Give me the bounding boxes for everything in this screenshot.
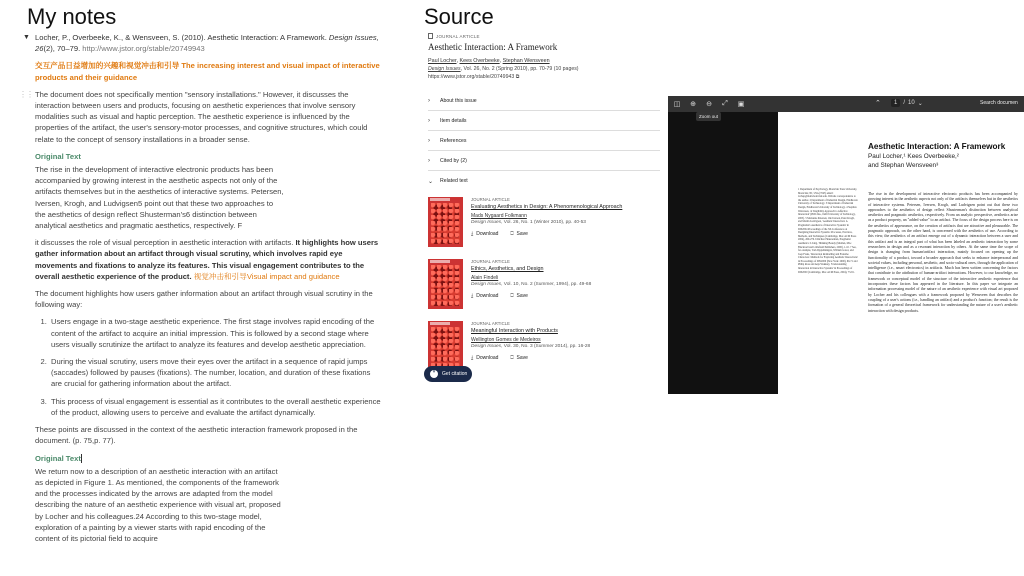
fit-page-icon[interactable]: ⤢ xyxy=(722,100,728,107)
related-journal: Design Issues xyxy=(471,220,502,225)
para2-bold: It highlights how users gather information about an artifact through visual scrutiny, which involves rapid eye movements and fixations to analyze its features. This visual engagement contributes to the overall aesthetic experience of the product. xyxy=(35,238,379,281)
summary-paragraph-1: The document does not specifically mention "sensory installations." However, it discusses the interaction between users and products, focusing on aesthetic experiences that involve sensory modalities such as visual and haptic perception. The aesthetic experience is influenced by the properties of the artifact, the user's sensory-motor processes, and cognitive structures, which could relate to the concept of sensory installations in a broader sense. xyxy=(35,89,368,144)
original-text-2: We return now to a description of an aesthetic interaction with an artifact as depicted in Figure 1. As mentioned, the components of the framework and the processes indicated by the arrows are adapted from the model describing the nature of an aesthetic experience with visual art, proposed by Locher and his colleagues.24 According to this two-stage model, exploration of a painting by a viewer starts with rapid encoding of the content of its pictorial field to acquire xyxy=(35,466,281,543)
journal-label-text: JOURNAL ARTICLE xyxy=(436,33,480,39)
summary-paragraph-4: These points are discussed in the context of the aesthetic interaction framework proposed in the document. (p. 75,p. 77). xyxy=(35,425,358,446)
download-icon: ⤓ xyxy=(471,231,474,237)
accordion-cited-by[interactable] xyxy=(428,151,660,171)
bookmark-icon: ⎕ xyxy=(510,293,514,299)
save-button[interactable] xyxy=(510,293,527,299)
journal-cover-thumbnail[interactable] xyxy=(428,321,463,371)
related-item xyxy=(428,197,660,253)
related-issue-rest: , Vol. 10, No. 2 (Summer, 1994), pp. 49-68 xyxy=(501,282,592,287)
related-label: JOURNAL ARTICLE xyxy=(471,259,510,264)
page-indicator xyxy=(891,99,923,107)
notes-heading: My notes xyxy=(27,4,117,29)
citation-block[interactable] xyxy=(16,32,381,83)
accordion-label: Item details xyxy=(440,117,467,124)
visual-scrutiny-list xyxy=(35,316,381,418)
save-label: Save xyxy=(516,231,528,237)
list-item: 1. Users engage in a two-stage aesthetic experience. The first stage involves rapid encoding of the content of the artifact to acquire an initial impression. This is followed by a second stage where users visually scrutinize the artifact to analyze its features and develop aesthetic appreciation. xyxy=(49,316,381,350)
issue-journal-link[interactable]: Design Issues xyxy=(428,66,461,72)
issue-rest: , Vol. 26, No. 2 (Spring 2010), pp. 70-79 (10 pages) xyxy=(460,66,579,72)
pdf-margin xyxy=(668,112,778,394)
related-journal: Design Issues xyxy=(471,282,502,287)
related-issue xyxy=(471,220,660,225)
journal-label xyxy=(428,33,660,39)
stable-url-text: https://www.jstor.org/stable/20749943 xyxy=(428,74,515,80)
related-author-link[interactable]: Mads Nygaard Folkmann xyxy=(471,213,527,219)
download-icon: ⤓ xyxy=(471,293,474,299)
zoom-out-icon[interactable]: ⊖ xyxy=(706,101,712,108)
quote-icon: ” xyxy=(430,370,438,378)
summary-paragraph-2 xyxy=(35,237,381,282)
chevron-right-icon: › xyxy=(428,137,430,144)
para2-plain: it discusses the role of visual perception in aesthetic interaction with artifacts. xyxy=(35,238,296,248)
download-icon: ⤓ xyxy=(471,355,474,361)
related-actions xyxy=(471,293,660,299)
related-actions xyxy=(471,355,660,361)
author-link[interactable]: Kees Overbeeke xyxy=(459,58,500,64)
list-item: 2. During the visual scrutiny, users move their eyes over the artifact in a sequence of rapid jumps (saccades) followed by pauses (fixations). The number, location, and duration of these fixations are crucial for gathering information about the artifact. xyxy=(49,356,381,390)
text-caret xyxy=(81,454,82,463)
get-citation-button[interactable] xyxy=(424,366,472,382)
pdf-authors xyxy=(868,153,959,170)
summary-block[interactable] xyxy=(16,89,381,544)
related-label: JOURNAL ARTICLE xyxy=(471,197,510,202)
notes-panel[interactable] xyxy=(16,32,381,544)
save-button[interactable] xyxy=(510,231,527,237)
accordion-label: About this issue xyxy=(440,97,477,104)
chevron-down-icon: ⌄ xyxy=(428,178,434,185)
zoom-out-tooltip: Zoom out xyxy=(696,112,721,121)
citation-prefix: Locher, P., Overbeeke, K., & Wensveen, S. (2010). Aesthetic Interaction: A Framework. xyxy=(35,33,329,42)
drag-handle-icon[interactable]: ⋮⋮ xyxy=(19,89,33,99)
para2-highlight: 视觉冲击和引导Visual impact and guidance xyxy=(193,271,340,281)
summary-paragraph-3: The document highlights how users gather information about an artifact through visual scrutiny in the following way: xyxy=(35,289,373,310)
original-label-2-text: Original Text xyxy=(35,453,81,463)
pdf-page xyxy=(778,112,1024,394)
related-issue xyxy=(471,282,660,287)
stable-url xyxy=(428,74,660,81)
related-body xyxy=(471,321,660,377)
sidebar-toggle-icon[interactable]: ◫ xyxy=(673,101,681,108)
related-item xyxy=(428,259,660,315)
chevron-up-icon[interactable]: ⌃ xyxy=(875,100,881,107)
accordion-label: Cited by (2) xyxy=(440,157,467,164)
download-label: Download xyxy=(476,231,499,237)
chevron-right-icon: › xyxy=(428,157,430,164)
pdf-authors-line-1: Paul Locher,¹ Kees Overbeeke,² xyxy=(868,153,959,160)
related-journal: Design Issues xyxy=(471,344,502,349)
download-label: Download xyxy=(476,293,499,299)
download-button[interactable] xyxy=(471,231,498,237)
original-text-label-2[interactable] xyxy=(35,453,381,464)
original-text-label-1: Original Text xyxy=(35,151,81,161)
accordion-related-text[interactable] xyxy=(428,171,660,191)
list-item: 3. This process of visual engagement is essential as it contributes to the overall aesthetic experience of the product, allowing users to perceive and evaluate the artifact dynamically. xyxy=(49,396,381,418)
zoom-in-icon[interactable]: ⊕ xyxy=(690,101,696,108)
highlight-heading-1: 交互产品日益增加的兴趣和视觉冲击和引导 The increasing interest and visual impact of interactive products and their guidance xyxy=(35,61,380,82)
related-label: JOURNAL ARTICLE xyxy=(471,321,510,326)
journal-cover-thumbnail[interactable] xyxy=(428,197,463,247)
journal-cover-thumbnail[interactable] xyxy=(428,259,463,309)
citation-journal: Design Issues, 26 xyxy=(35,33,379,54)
download-button[interactable] xyxy=(471,355,498,361)
pdf-body-text: The rise in the development of interactive electronic products has been accompanied by growing interest in the aesthetic aspects not only of the artifacts themselves but in the aesthetics of interactive systems. Petersen, Iversen, Krogh, and Ludvigsen point out that these two approaches to the aesthetics of design reflect Shusterman's distinction between analytical aesthetics and pragmatic aesthetics, respectively. From an analytic perspective, aesthetics arise as a product property, an "added value" to an artifact. The focus of the design process here is on the aesthetics of appearance, on the creation of artifacts that are attractive and pleasurable. The pragmatic approach, on the other hand, is concerned with the aesthetics of use. According to this view, the aesthetics of an artifact emerge out of a dynamic interaction between a user and this artifact and is an integral part of what has been labeled an aesthetic interaction by some researchers in design and as a resonant interaction by others. At the same time the scope of design is changing from human/artifact interaction, mainly focused on opening up the functionality of a product, toward a broader approach that seeks to enhance interpersonal and societal values, including personal, aesthetic, and socio-cultural ones, through the application of intelligence (i.e., smart electronics) in artifacts. Much has been written concerning the factors that contribute to the attribution of human-artifact interactions. However, to our knowledge, no framework or conceptual model of the structure of the interactive aesthetic experience that incorporates these factors has appeared in the literature. In this paper we integrate an information processing model of the nature of an aesthetic experience with visual art proposed by Locher and his colleagues with a framework proposed by Wensveen that describes the coupling of a user's actions (i.e., handling an artifact) and a product's function; the result is the formation of a general theoretical framework for understanding the nature of a user's aesthetic interaction with design products. xyxy=(868,192,1018,313)
download-button[interactable] xyxy=(471,293,498,299)
page-number-input[interactable]: 1 xyxy=(891,99,900,107)
pdf-authors-line-2: and Stephan Wensveen³ xyxy=(868,161,939,169)
related-title-link[interactable]: Ethics, Aesthetics, and Design xyxy=(471,266,544,272)
collapse-triangle-icon[interactable]: ▼ xyxy=(23,34,30,41)
original-text-1: The rise in the development of interactive electronic products has been accompanied by growing interest in the aesthetic aspects not only of the artifacts themselves but in the aesthetics of interactive systems. Petersen, Iversen, Krogh, and Ludvigsen5 point out that these two approaches to the aesthetics of design reflect Shusterman's6 distinction between analytical aesthetics and pragmatic aesthetics, respectively. F xyxy=(35,165,284,231)
related-issue xyxy=(471,344,660,349)
source-heading: Source xyxy=(424,4,494,29)
related-issue-rest: , Vol. 26, No. 1 (Winter 2010), pp. 40-53 xyxy=(501,220,586,225)
related-list xyxy=(428,197,660,377)
chevron-down-icon[interactable]: ⌄ xyxy=(917,100,923,107)
save-label: Save xyxy=(516,355,528,361)
page-total: 10 xyxy=(908,100,915,106)
pdf-viewer[interactable] xyxy=(668,96,1024,394)
pdf-title: Aesthetic Interaction: A Framework xyxy=(868,142,1006,151)
accordion xyxy=(428,91,660,191)
pdf-footnotes: 1 Department of Psychology, Montclair State University, Montclair, NJ, USA (7043) email: lochap@mail.montclair.edu. Website correspondence to the author. 2 Department of Industrial Design, Eindhoven University of Technology. 3 Department of Industrial Design, Eindhoven University of Technology. 4 Stephan Wensveen, 'A Tangibility Approach to Affective Interaction' (PhD diss., Delft University of Technology, 2005). 5 Marianne Petersen, Ole Iversen, Peter Krogh, and Martin Ludvigsen, 'Aesthetic Interaction: A Pragmatist's Aesthetics of Interactive Systems' in DIS2004 Proceedings of the 5th Conference on Designing Interactive Systems: Processes, Practices, Methods, and Techniques (Cambridge, MA: ACM Press 2004), 269-276. 6 Richard Shusterman, Pragmatist Aesthetics: Living, Thinking Beauty (Malden, MA: Blackwell and Littlefield Publishers, 2000), 1-10. 7 See, for example, Tom Djajadiningrat, William Gaver, and Joep Frens, 'Interaction Relabelling and Extreme Characters: Methods for Exploring Aesthetic Interactions' in Proceedings of DIS2000 (New York: 2000), 66-71 and Philip Ross and Anja Wakkary, 'Understanding Interaction in Interactive Systems' in Proceedings of DIS2000 (Cambridge, MA: ACM Press, 2004), 73-81. xyxy=(798,188,858,274)
article-title: Aesthetic Interaction: A Framework xyxy=(428,42,558,52)
copy-icon[interactable]: ⧉ xyxy=(515,74,520,80)
document-icon xyxy=(428,33,433,39)
related-title-link[interactable]: Evaluating Aesthetics in Design: A Phenomenological Approach xyxy=(471,204,623,210)
citation-text xyxy=(35,32,381,54)
save-label: Save xyxy=(516,293,528,299)
bookmark-icon: ⎕ xyxy=(510,355,514,361)
accordion-references[interactable] xyxy=(428,131,660,151)
chevron-right-icon: › xyxy=(428,97,430,104)
citation-url[interactable]: http://www.jstor.org/stable/20749943 xyxy=(82,44,205,54)
chevron-right-icon: › xyxy=(428,117,430,124)
issue-info xyxy=(428,66,660,72)
download-label: Download xyxy=(476,355,499,361)
accordion-label: References xyxy=(440,137,467,144)
bookmark-icon: ⎕ xyxy=(510,231,514,237)
related-author-link[interactable]: Wellington Gomes de Medeiros xyxy=(471,337,541,343)
page-separator: / xyxy=(903,100,906,106)
related-body xyxy=(471,197,660,253)
presentation-icon[interactable]: ▣ xyxy=(737,101,745,108)
related-title-link[interactable]: Meaningful Interaction with Products xyxy=(471,328,558,334)
source-panel xyxy=(428,33,660,377)
accordion-label: Related text xyxy=(440,178,468,184)
author-link[interactable]: Stephan Wensveen xyxy=(502,58,550,64)
citation-issue: (2), 70–79. xyxy=(43,44,83,54)
related-issue-rest: , Vol. 30, No. 3 (Summer 2014), pp. 16-28 xyxy=(501,344,591,349)
accordion-item-details[interactable] xyxy=(428,111,660,131)
related-author-link[interactable]: Alain Findeli xyxy=(471,275,499,281)
pdf-toolbar xyxy=(668,96,1024,112)
search-document[interactable]: Search documen xyxy=(980,100,1018,106)
get-citation-label: Get citation xyxy=(442,371,468,377)
author-link[interactable]: Paul Locher xyxy=(428,58,457,64)
author-list: Paul Locher, Kees Overbeeke, Stephan Wensveen xyxy=(428,58,550,64)
save-button[interactable] xyxy=(510,355,527,361)
related-actions xyxy=(471,231,660,237)
related-body xyxy=(471,259,660,315)
accordion-about-issue[interactable] xyxy=(428,91,660,111)
